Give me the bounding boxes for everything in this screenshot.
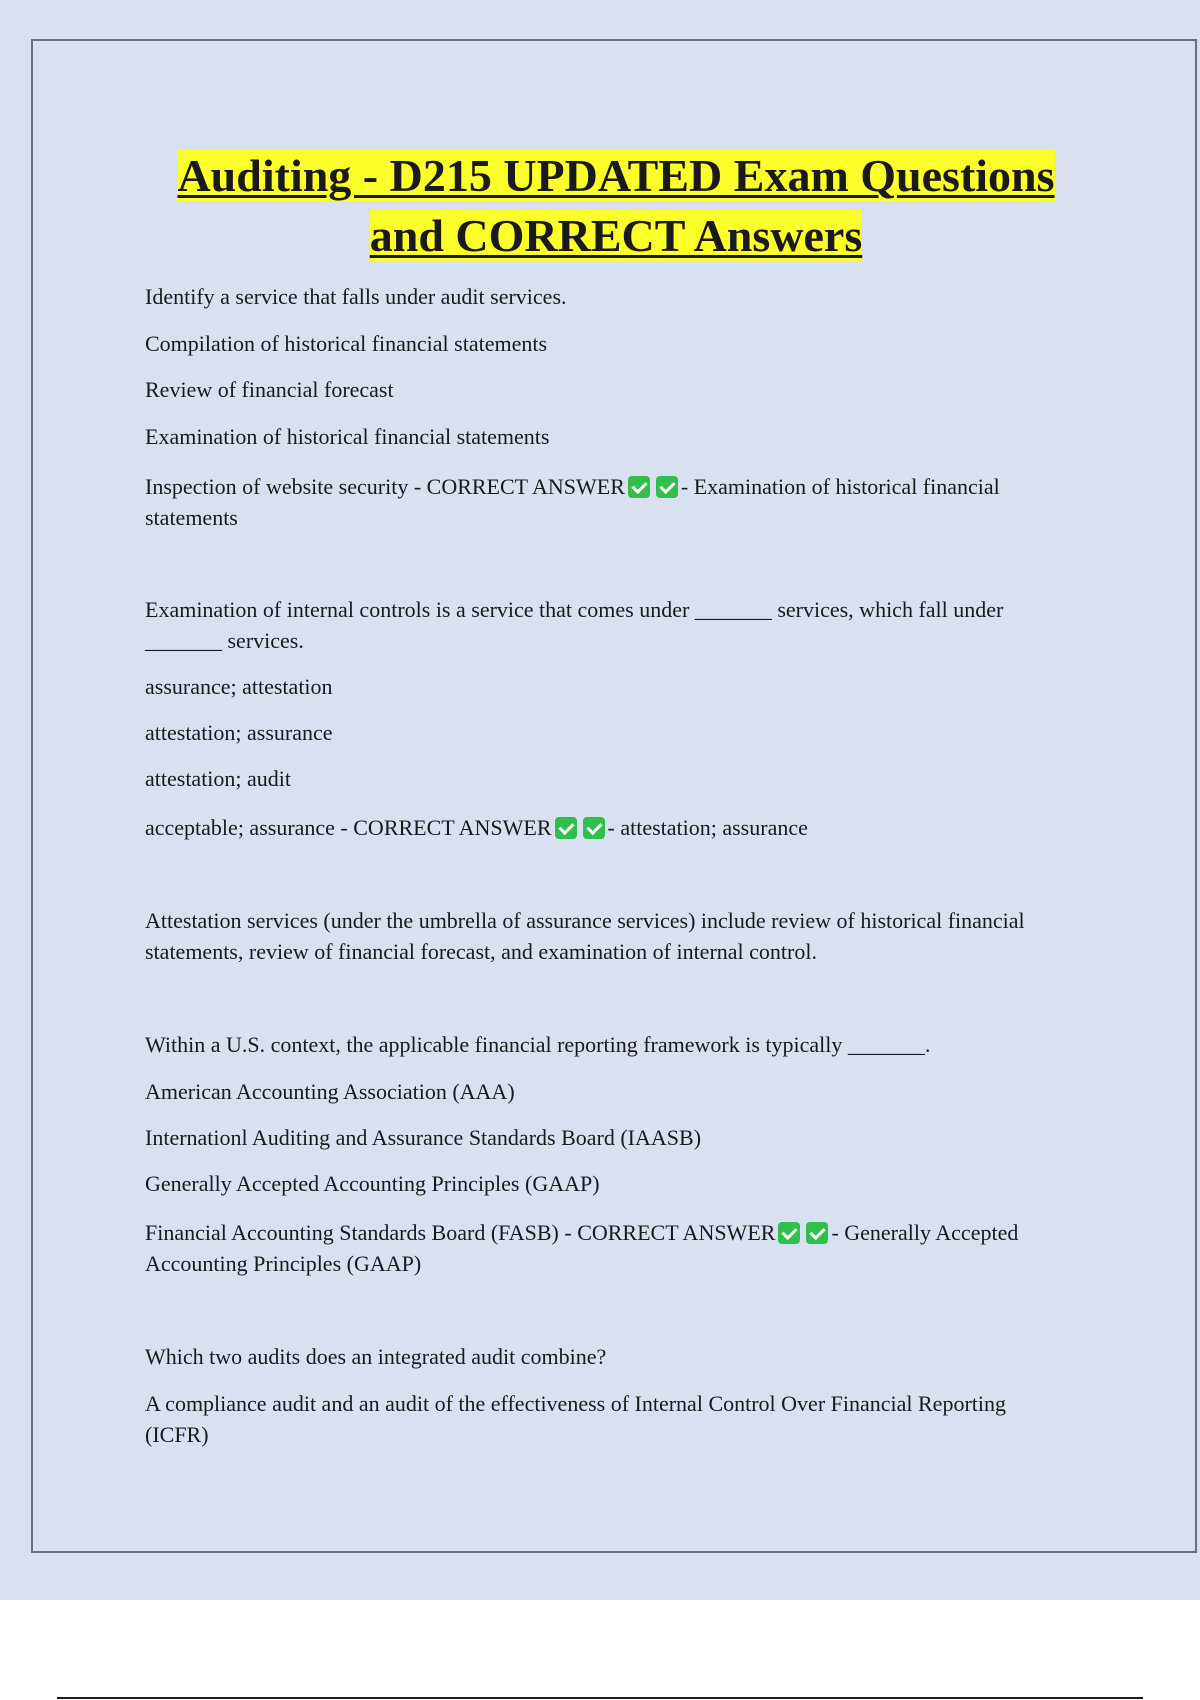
check-box-icon [555, 817, 577, 839]
title-line-1: Auditing - D215 UPDATED Exam Questions [177, 150, 1055, 201]
document-title [60, 146, 1172, 266]
check-box-icon [628, 476, 650, 498]
q3-answer-lead: Financial Accounting Standards Board (FASB) - CORRECT ANSWER [145, 1220, 776, 1245]
q3-option-2: Internationl Auditing and Assurance Standards Board (IAASB) [145, 1125, 702, 1150]
q2-answer-tail: - attestation; assurance [607, 815, 808, 840]
explanation-note: Attestation services (under the umbrella of assurance services) include review of historical financial statements, review of financial forecast, and examination of internal control. [145, 908, 1025, 964]
q3-question: Within a U.S. context, the applicable financial reporting framework is typically _______. [145, 1032, 931, 1057]
q3-option-1: American Accounting Association (AAA) [145, 1079, 515, 1104]
q2-option-2: attestation; assurance [145, 720, 333, 745]
q2-option-3: attestation; audit [145, 766, 292, 791]
q2-answer-lead: acceptable; assurance - CORRECT ANSWER [145, 815, 552, 840]
document-frame [31, 39, 1197, 1553]
q4-option-1: A compliance audit and an audit of the effectiveness of Internal Control Over Financial Reporting (ICFR) [145, 1391, 1006, 1447]
q1-answer-tail: - Examination of historical financial statements [145, 474, 1000, 530]
q3-option-3: Generally Accepted Accounting Principles (GAAP) [145, 1171, 600, 1196]
footer-rule [57, 1697, 1143, 1699]
q4-question: Which two audits does an integrated audit combine? [145, 1344, 607, 1369]
q2-option-1: assurance; attestation [145, 674, 333, 699]
q3-answer [145, 1217, 1045, 1279]
q3-answer-tail: - Generally Accepted Accounting Principles (GAAP) [145, 1220, 1019, 1276]
title-line-2: and CORRECT Answers [369, 210, 863, 261]
check-box-icon [806, 1222, 828, 1244]
q1-option-2: Review of financial forecast [145, 377, 394, 402]
q2-answer [145, 812, 1045, 843]
q1-answer [145, 471, 1045, 533]
q1-answer-lead: Inspection of website security - CORRECT ANSWER [145, 474, 625, 499]
check-box-icon [778, 1222, 800, 1244]
q1-option-3: Examination of historical financial statements [145, 424, 550, 449]
check-box-icon [656, 476, 678, 498]
q1-option-1: Compilation of historical financial statements [145, 331, 548, 356]
q2-question: Examination of internal controls is a service that comes under _______ services, which fall under _______ services. [145, 597, 1004, 653]
check-box-icon [583, 817, 605, 839]
q1-question: Identify a service that falls under audit services. [145, 284, 567, 309]
